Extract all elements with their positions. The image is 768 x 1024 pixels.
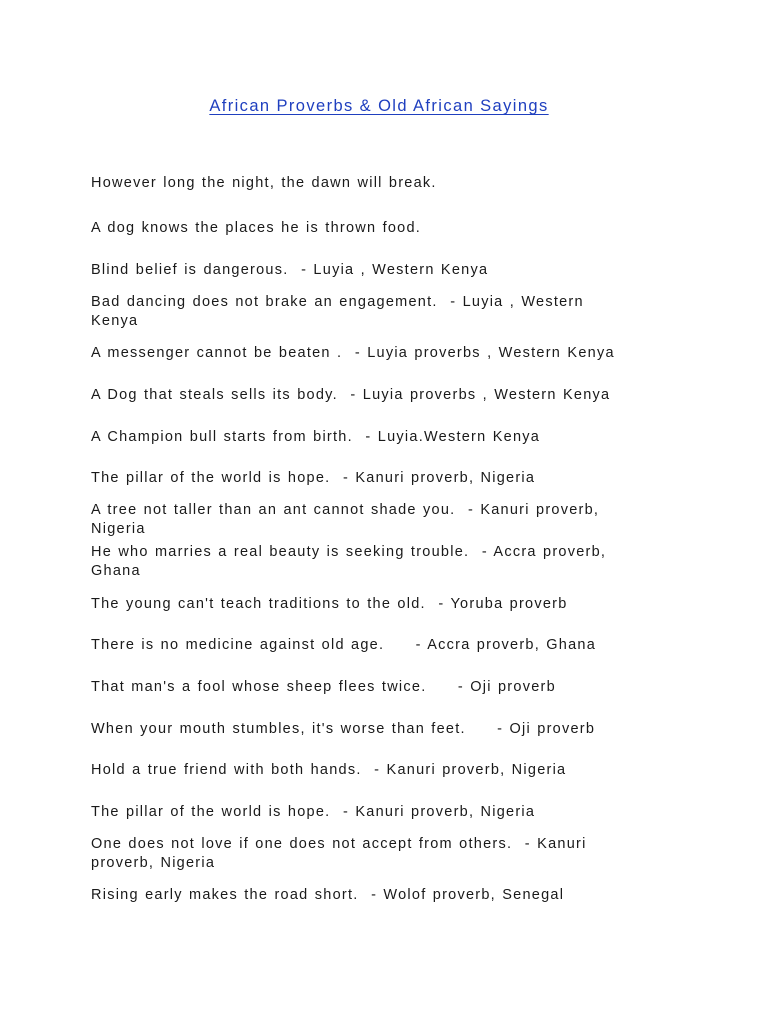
proverb-line: The pillar of the world is hope. - Kanuri proverb, Nigeria xyxy=(91,470,536,486)
proverb-line: A Champion bull starts from birth. - Luyia.Western Kenya xyxy=(91,429,541,445)
proverb-line: A messenger cannot be beaten . - Luyia proverbs , Western Kenya xyxy=(91,345,615,361)
proverb-line: Blind belief is dangerous. - Luyia , Western Kenya xyxy=(91,262,489,278)
proverb-line: A Dog that steals sells its body. - Luyia proverbs , Western Kenya xyxy=(91,387,611,403)
proverb-line: That man's a fool whose sheep flees twice. - Oji proverb xyxy=(91,679,556,695)
proverb-line: The pillar of the world is hope. - Kanuri proverb, Nigeria xyxy=(91,804,536,820)
proverb-line: However long the night, the dawn will break. xyxy=(91,175,437,191)
proverb-line: Rising early makes the road short. - Wolof proverb, Senegal xyxy=(91,887,565,903)
proverb-line: One does not love if one does not accept from others. - Kanuri proverb, Nigeria xyxy=(91,836,587,871)
document-title-link[interactable]: African Proverbs & Old African Sayings xyxy=(209,97,549,115)
proverb-line: The young can't teach traditions to the old. - Yoruba proverb xyxy=(91,596,568,612)
proverb-line: Bad dancing does not brake an engagement. - Luyia , Western Kenya xyxy=(91,294,584,329)
proverb-line: A dog knows the places he is thrown food. xyxy=(91,220,422,236)
proverb-line: A tree not taller than an ant cannot shade you. - Kanuri proverb, Nigeria xyxy=(91,502,600,537)
proverb-line: When your mouth stumbles, it's worse than feet. - Oji proverb xyxy=(91,721,596,737)
proverb-line: There is no medicine against old age. - Accra proverb, Ghana xyxy=(91,637,597,653)
proverb-line: Hold a true friend with both hands. - Kanuri proverb, Nigeria xyxy=(91,762,567,778)
proverb-line: He who marries a real beauty is seeking trouble. - Accra proverb, Ghana xyxy=(91,544,607,579)
